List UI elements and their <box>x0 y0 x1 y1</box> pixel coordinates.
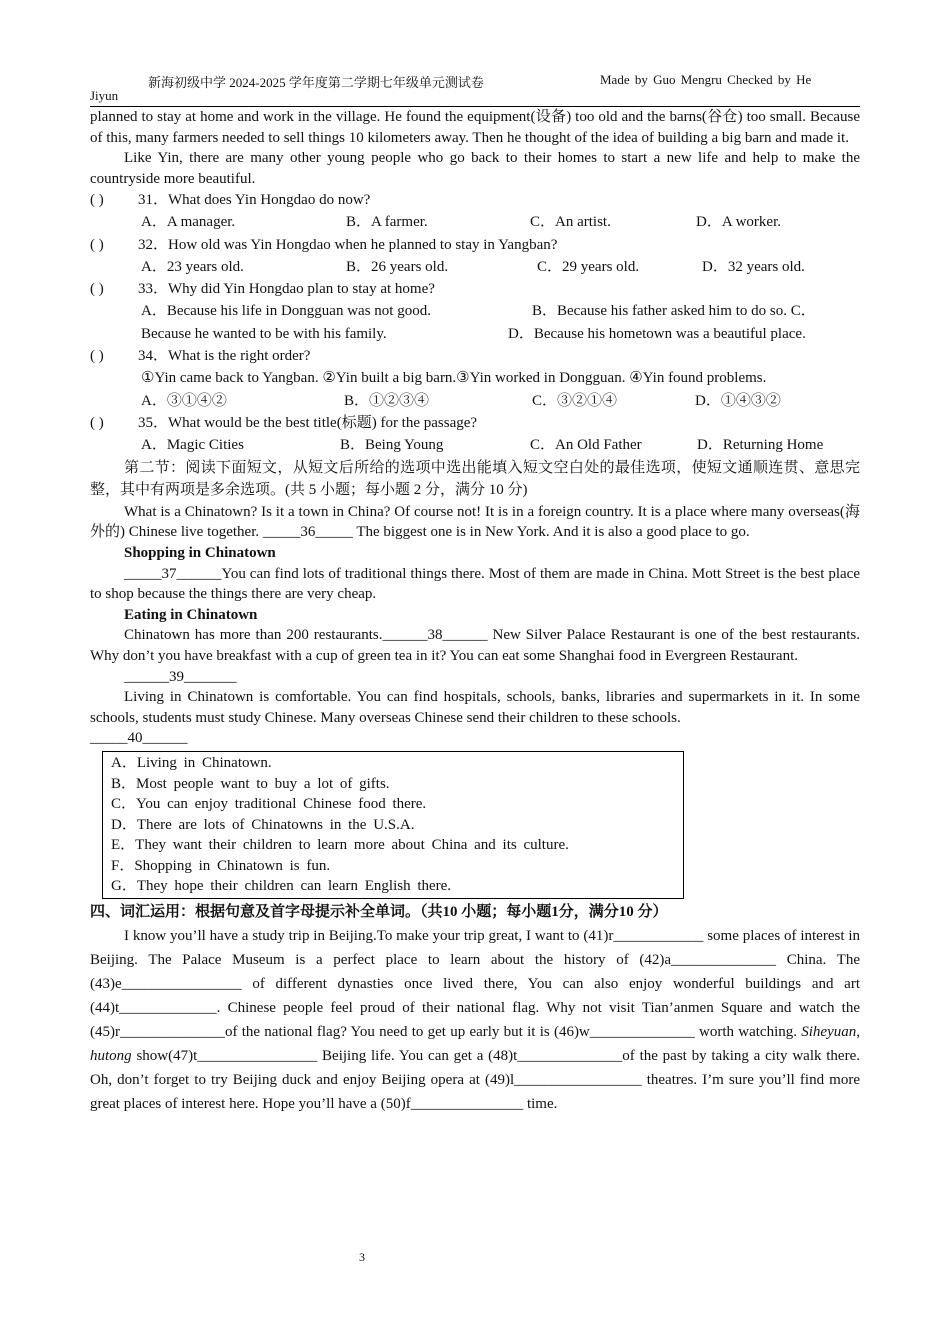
vocab-text-b[interactable]: show(47)t________________ Beijing life. You can get a (48)t______________of the past by taking a city walk there. Oh, don’t forget to try Beijing duck and enjoy Beijing opera at (49)l_________________ theatres. I’m sure you’ll find more great places of interest here. Hope you’ll have a (50)f_______________ time. <box>90 1047 860 1112</box>
eating-paragraph: Chinatown has more than 200 restaurants.______38______ New Silver Palace Restaurant is one of the best restaurants. Why don’t you have breakfast with a cup of green tea in it? You can eat some Shanghai food in Evergreen Restaurant. <box>90 627 860 665</box>
question-stem: 35．What would be the best title(标题) for the passage? <box>138 415 478 432</box>
passage-paragraph: planned to stay at home and work in the village. He found the equipment(设备) too old and the barns(谷仓) too small. Because of this, many farmers needed to sell things 10 kilometers away. Then he thought of the idea of building a big barn and made it. <box>90 109 860 146</box>
chinatown-intro: What is a Chinatown? Is it a town in China? Of course not! It is in a foreign country. It is a place where many overseas(海外的) Chinese live together. _____36_____ The biggest one is in New York. And it is also a good place to go. <box>90 503 860 541</box>
question-stem: 31．What does Yin Hongdao do now? <box>138 192 371 209</box>
section4-title: 四、词汇运用：根据句意及首字母提示补全单词。（共10 小题；每小题1分，满分10 分） <box>90 903 668 920</box>
question-stem: 33．Why did Yin Hongdao plan to stay at home? <box>138 281 435 298</box>
section2-instruction: 第二节：阅读下面短文，从短文后所给的选项中选出能填入短文空白处的最佳选项，使短文通顺连贯、意思完整，其中有两项是多余选项。(共 5 小题；每小题 2 分，满分 10 分) <box>90 459 860 499</box>
answer-blank[interactable]: ( ) <box>90 281 104 298</box>
vocab-italic-siheyuan: Siheyuan <box>801 1023 857 1040</box>
options-row <box>90 300 860 323</box>
option-item: C．You can enjoy traditional Chinese food there. <box>111 796 427 812</box>
options-row <box>90 323 860 346</box>
page-number: 3 <box>359 1250 365 1264</box>
option-item: A．Living in Chinatown. <box>111 755 272 771</box>
options-row <box>90 390 860 413</box>
answer-blank[interactable]: ( ) <box>90 415 104 432</box>
option-c[interactable]: C．③②①④ <box>532 392 618 409</box>
option-d[interactable]: D．①④③② <box>695 392 781 409</box>
vocab-italic-hutong: hutong <box>90 1047 132 1064</box>
header-author: Made by Guo Mengru Checked by He <box>600 72 812 87</box>
option-c[interactable]: C．29 years old. <box>537 258 640 275</box>
vocab-comma: , <box>856 1023 860 1040</box>
answer-blank[interactable]: ( ) <box>90 192 104 209</box>
option-b[interactable]: B．Being Young <box>340 437 444 454</box>
question-31 <box>90 189 860 211</box>
question-stem: 34．What is the right order? <box>138 348 311 365</box>
option-a[interactable]: A．A manager. <box>141 214 236 231</box>
blank-40[interactable]: _____40______ <box>90 730 188 747</box>
question-33 <box>90 278 860 300</box>
heading-shopping: Shopping in Chinatown <box>124 545 276 562</box>
option-c[interactable]: Because he wanted to be with his family. <box>141 325 387 342</box>
option-item: E．They want their children to learn more about China and its culture. <box>111 837 569 853</box>
option-b[interactable]: B．①②③④ <box>344 392 430 409</box>
option-c[interactable]: C．An Old Father <box>530 437 642 454</box>
option-d[interactable]: D．Because his hometown was a beautiful place. <box>508 325 806 342</box>
options-row <box>90 256 860 279</box>
options-row <box>90 434 860 457</box>
order-events: ①Yin came back to Yangban. ②Yin built a big barn.③Yin worked in Dongguan. ④Yin found problems. <box>141 370 767 387</box>
question-35 <box>90 412 860 434</box>
header-author-cont: Jiyun <box>90 88 119 103</box>
vocab-passage <box>90 924 860 1116</box>
option-item: G．They hope their children can learn English there. <box>111 878 452 894</box>
passage-paragraph: Like Yin, there are many other young people who go back to their homes to start a new life and help to make the countryside more beautiful. <box>90 150 860 187</box>
option-c[interactable]: C．An artist. <box>530 214 611 231</box>
heading-eating: Eating in Chinatown <box>124 606 258 623</box>
options-row <box>90 211 860 234</box>
option-d[interactable]: D．A worker. <box>696 214 781 231</box>
blank-39[interactable]: ______39_______ <box>124 668 237 685</box>
option-d[interactable]: D．32 years old. <box>702 258 805 275</box>
answer-blank[interactable]: ( ) <box>90 236 104 253</box>
living-paragraph: Living in Chinatown is comfortable. You can find hospitals, schools, banks, libraries and supermarkets in it. In some schools, students must study Chinese. Many overseas Chinese send their children to these schools. <box>90 689 860 726</box>
option-a[interactable]: A．Magic Cities <box>141 437 244 454</box>
option-item: B．Most people want to buy a lot of gifts. <box>111 775 390 792</box>
question-34 <box>90 345 860 367</box>
option-a[interactable]: A．Because his life in Dongguan was not good. <box>141 303 431 320</box>
options-box <box>102 751 684 899</box>
option-b[interactable]: B．Because his father asked him to do so. C． <box>532 303 816 320</box>
option-item: F．Shopping in Chinatown is fun. <box>111 857 331 874</box>
option-item: D．There are lots of Chinatowns in the U.S.A. <box>111 816 415 833</box>
option-a[interactable]: A．③①④② <box>141 392 227 409</box>
shopping-paragraph: _____37______You can find lots of traditional things there. Most of them are made in China. Mott Street is the best place to shop because the things there are very cheap. <box>90 565 860 603</box>
option-d[interactable]: D．Returning Home <box>697 437 824 454</box>
option-a[interactable]: A．23 years old. <box>141 258 244 275</box>
answer-blank[interactable]: ( ) <box>90 348 104 365</box>
exam-page <box>90 68 860 1116</box>
vocab-text-a[interactable]: I know you’ll have a study trip in Beijing.To make your trip great, I want to (41)r____________ some places of interest in Beijing. The Palace Museum is a perfect place to learn about the history of (42)a______________ China. The (43)e________________ of different dynasties once lived there, You can also enjoy wonderful buildings and art (44)t_____________. Chinese people feel proud of their national flag. Why not visit Tian’anmen Square and watch the (45)r______________of the national flag? You need to get up early but it is (46)w______________ worth watching. <box>90 927 860 1040</box>
option-b[interactable]: B．A farmer. <box>346 214 428 231</box>
header-school-title: 新海初级中学 2024-2025 学年度第二学期七年级单元测试卷 <box>148 75 484 90</box>
option-b[interactable]: B．26 years old. <box>346 258 449 275</box>
question-32 <box>90 234 860 256</box>
question-stem: 32．How old was Yin Hongdao when he planned to stay in Yangban? <box>138 236 558 253</box>
page-header <box>90 68 860 107</box>
